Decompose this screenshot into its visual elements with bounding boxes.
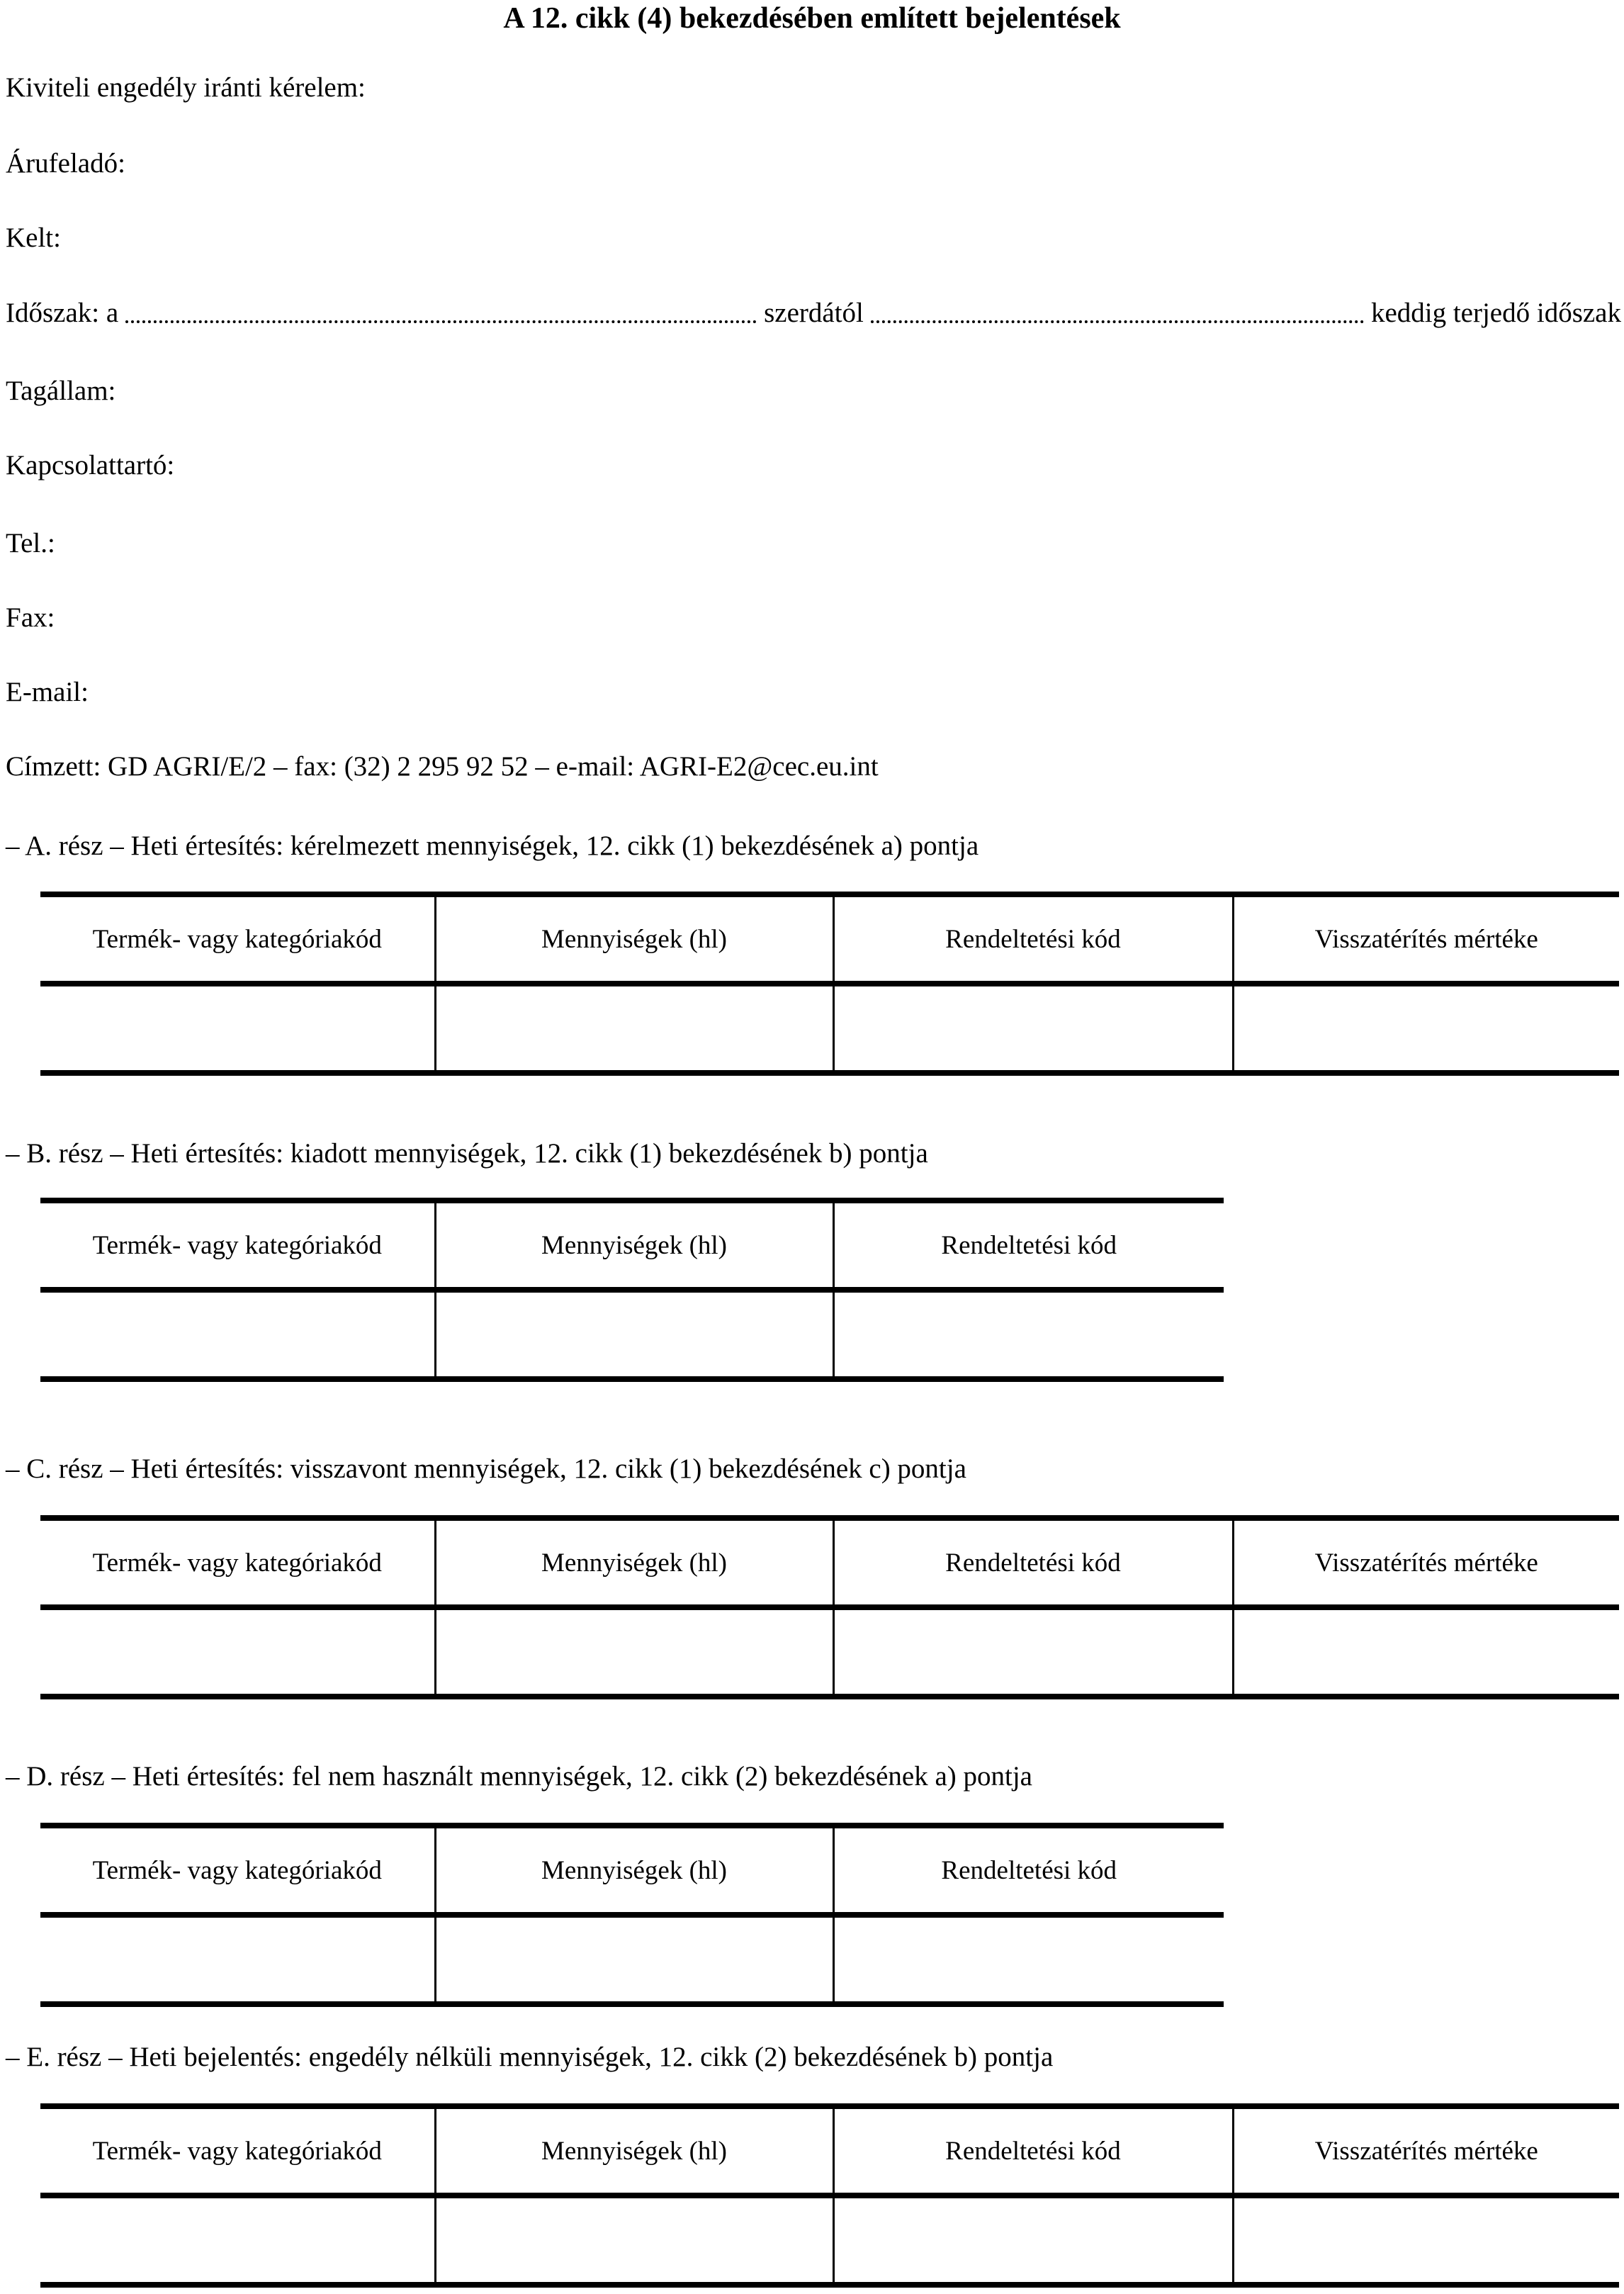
section-a-heading: – A. rész – Heti értesítés: kérelmezett mennyiségek, 12. cikk (1) bekezdésének a) pontja	[6, 831, 979, 861]
field-period	[6, 296, 1621, 330]
section-e-table	[40, 2103, 1619, 2288]
empty-cell	[435, 984, 833, 1073]
table-row	[40, 2195, 1619, 2285]
empty-cell	[40, 1290, 435, 1379]
field-tel: Tel.:	[6, 528, 55, 558]
field-member-state: Tagállam:	[6, 376, 116, 406]
table-header-row	[40, 1201, 1224, 1290]
table-header-row	[40, 894, 1619, 984]
section-c-table	[40, 1515, 1619, 1699]
empty-cell	[1233, 1607, 1619, 1697]
empty-cell	[40, 1607, 435, 1697]
period-suffix-label: keddig terjedő időszak	[1370, 298, 1621, 328]
section-d-table	[40, 1823, 1224, 2007]
empty-cell	[833, 2195, 1233, 2285]
column-header-destination-code: Rendeltetési kód	[833, 1518, 1233, 1607]
empty-cell	[1233, 2195, 1619, 2285]
table-header-row	[40, 1826, 1224, 1915]
section-d-heading: – D. rész – Heti értesítés: fel nem használt mennyiségek, 12. cikk (2) bekezdésének a) pontja	[6, 1761, 1032, 1792]
field-date: Kelt:	[6, 223, 61, 253]
table-row	[40, 984, 1619, 1073]
section-b-heading: – B. rész – Heti értesítés: kiadott mennyiségek, 12. cikk (1) bekezdésének b) pontja	[6, 1138, 928, 1169]
period-middle-label: szerdától	[764, 298, 864, 328]
column-header-product-code: Termék- vagy kategóriakód	[40, 1826, 435, 1915]
column-header-product-code: Termék- vagy kategóriakód	[40, 2106, 435, 2195]
table-row	[40, 1915, 1224, 2004]
table-row	[40, 1607, 1619, 1697]
column-header-destination-code: Rendeltetési kód	[833, 1826, 1224, 1915]
empty-cell	[833, 1290, 1224, 1379]
empty-cell	[40, 2195, 435, 2285]
column-header-refund-rate: Visszatérítés mértéke	[1233, 894, 1619, 984]
empty-cell	[40, 984, 435, 1073]
column-header-quantities: Mennyiségek (hl)	[435, 1826, 833, 1915]
column-header-product-code: Termék- vagy kategóriakód	[40, 1201, 435, 1290]
column-header-quantities: Mennyiségek (hl)	[435, 1201, 833, 1290]
field-addressee: Címzett: GD AGRI/E/2 – fax: (32) 2 295 92 52 – e-mail: AGRI-E2@cec.eu.int	[6, 751, 879, 782]
empty-cell	[435, 1915, 833, 2004]
empty-cell	[435, 2195, 833, 2285]
empty-cell	[435, 1607, 833, 1697]
field-export-licence-application: Kiviteli engedély iránti kérelem:	[6, 72, 366, 103]
empty-cell	[1233, 984, 1619, 1073]
empty-cell	[40, 1915, 435, 2004]
field-consignor: Árufeladó:	[6, 148, 125, 179]
section-c-heading: – C. rész – Heti értesítés: visszavont mennyiségek, 12. cikk (1) bekezdésének c) pontja	[6, 1454, 966, 1484]
period-dotted-blank-2	[871, 320, 1364, 323]
column-header-quantities: Mennyiségek (hl)	[435, 1518, 833, 1607]
column-header-quantities: Mennyiségek (hl)	[435, 2106, 833, 2195]
column-header-destination-code: Rendeltetési kód	[833, 894, 1233, 984]
column-header-product-code: Termék- vagy kategóriakód	[40, 1518, 435, 1607]
field-email: E-mail:	[6, 677, 89, 707]
section-a-table	[40, 892, 1619, 1076]
table-row	[40, 1290, 1224, 1379]
section-e-heading: – E. rész – Heti bejelentés: engedély nélküli mennyiségek, 12. cikk (2) bekezdésének b) pontja	[6, 2042, 1054, 2072]
table-header-row	[40, 1518, 1619, 1607]
empty-cell	[833, 1915, 1224, 2004]
page-title: A 12. cikk (4) bekezdésében említett bejelentések	[503, 2, 1121, 35]
column-header-destination-code: Rendeltetési kód	[833, 2106, 1233, 2195]
column-header-product-code: Termék- vagy kategóriakód	[40, 894, 435, 984]
table-header-row	[40, 2106, 1619, 2195]
empty-cell	[833, 984, 1233, 1073]
empty-cell	[435, 1290, 833, 1379]
column-header-refund-rate: Visszatérítés mértéke	[1233, 1518, 1619, 1607]
period-prefix-label: Időszak: a	[6, 298, 119, 328]
field-fax: Fax:	[6, 602, 55, 633]
empty-cell	[833, 1607, 1233, 1697]
section-b-table	[40, 1198, 1224, 1382]
column-header-destination-code: Rendeltetési kód	[833, 1201, 1224, 1290]
column-header-quantities: Mennyiségek (hl)	[435, 894, 833, 984]
field-contact-person: Kapcsolattartó:	[6, 450, 175, 480]
period-dotted-blank-1	[125, 320, 757, 323]
column-header-refund-rate: Visszatérítés mértéke	[1233, 2106, 1619, 2195]
